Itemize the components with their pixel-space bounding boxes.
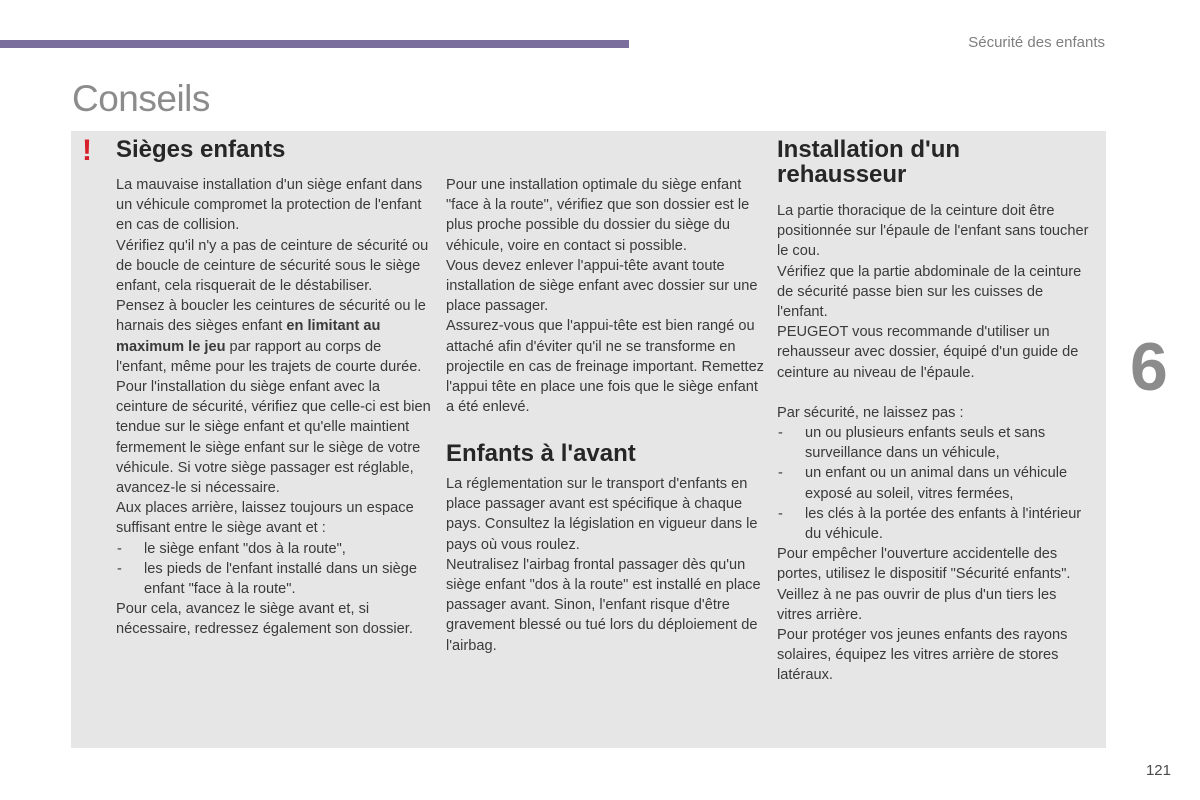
heading-installation-rehausseur: Installation d'un rehausseur (777, 136, 961, 188)
paragraph: Veillez à ne pas ouvrir de plus d'un tiers les vitres arrière. (777, 586, 1057, 623)
paragraph: Vérifiez qu'il n'y a pas de ceinture de sécurité ou de boucle de ceinture de sécurité sous le siège enfant, cela risquerait de le déstabiliser. (116, 237, 429, 295)
paragraph: Pour cela, avancez le siège avant et, si nécessaire, redressez également son dossier. (116, 601, 413, 638)
paragraph: La mauvaise installation d'un siège enfant dans un véhicule compromet la protection de l'enfant en cas de collision. (116, 177, 423, 234)
column-3 (777, 201, 1095, 686)
page-title: Conseils (72, 78, 210, 119)
spacer (777, 383, 1095, 403)
paragraph: Aux places arrière, laissez toujours un espace suffisant entre le siège avant et : (116, 500, 414, 537)
paragraph: Pour une installation optimale du siège enfant "face à la route", vérifiez que son dossier est le plus proche possible du dossier du siège du véhicule, voire en contact si possible. (446, 177, 750, 254)
list-item: - un ou plusieurs enfants seuls et sans surveillance dans un véhicule, (777, 423, 1095, 463)
header-accent-bar (0, 40, 629, 48)
paragraph: Pensez à boucler les ceintures de sécurité ou le harnais des sièges enfant en limitant au maximum le jeu par rapport au corps de l'enfant, même pour les trajets de courte durée. (116, 298, 426, 375)
paragraph: Pour protéger vos jeunes enfants des rayons solaires, équipez les vitres arrière de stores latéraux. (777, 627, 1068, 684)
paragraph: Neutralisez l'airbag frontal passager dès qu'un siège enfant "dos à la route" est installé en place passager avant. Sinon, l'enfant risque d'être gravement blessé ou tué lors du déploiement de l'airbag. (446, 556, 761, 654)
column-2-bottom (446, 474, 764, 656)
chapter-number: 6 (1130, 329, 1168, 405)
column-2 (446, 175, 764, 417)
paragraph: PEUGEOT vous recommande d'utiliser un rehausseur avec dossier, équipé d'un guide de ceinture au niveau de l'épaule. (777, 324, 1079, 381)
paragraph: La partie thoracique de la ceinture doit être positionnée sur l'épaule de l'enfant sans toucher le cou. (777, 203, 1089, 260)
heading-enfants-avant: Enfants à l'avant (446, 440, 636, 467)
list-item: - les pieds de l'enfant installé dans un siège enfant "face à la route". (116, 559, 434, 599)
list-item: - les clés à la portée des enfants à l'intérieur du véhicule. (777, 504, 1095, 544)
paragraph: Vérifiez que la partie abdominale de la ceinture de sécurité passe bien sur les cuisses de l'enfant. (777, 263, 1082, 321)
list-item: - un enfant ou un animal dans un véhicule exposé au soleil, vitres fermées, (777, 463, 1095, 503)
warning-icon: ! (82, 134, 92, 167)
paragraph: Assurez-vous que l'appui-tête est bien rangé ou attaché afin d'éviter qu'il ne se transforme en projectile en cas de freinage important. Remettez l'appui tête en place une fois que le siège enfant a été enlevé. (446, 318, 764, 416)
paragraph: Vous devez enlever l'appui-tête avant toute installation de siège enfant avec dossier sur une place passager. (446, 257, 758, 315)
emphasis-text: en limitant au maximum le jeu (116, 318, 381, 355)
heading-sieges-enfants: Sièges enfants (116, 136, 286, 163)
page-number: 121 (1145, 762, 1171, 779)
paragraph: Pour l'installation du siège enfant avec la ceinture de sécurité, vérifiez que celle-ci est bien tendue sur le siège enfant et qu'elle maintient fermement le siège enfant sur le siège de votre véhicule. Si votre siège passager est réglable, avancez-le si nécessaire. (116, 379, 431, 497)
paragraph: La réglementation sur le transport d'enfants en place passager avant est spécifique à chaque pays. Consultez la législation en vigueur dans le pays où vous roulez. (446, 476, 758, 553)
paragraph: Par sécurité, ne laissez pas : (777, 404, 964, 421)
section-title: Sécurité des enfants (968, 34, 1105, 51)
list-item: - le siège enfant "dos à la route", (116, 539, 434, 559)
column-1 (116, 175, 434, 640)
paragraph: Pour empêcher l'ouverture accidentelle des portes, utilisez le dispositif "Sécurité enfants". (777, 546, 1071, 583)
